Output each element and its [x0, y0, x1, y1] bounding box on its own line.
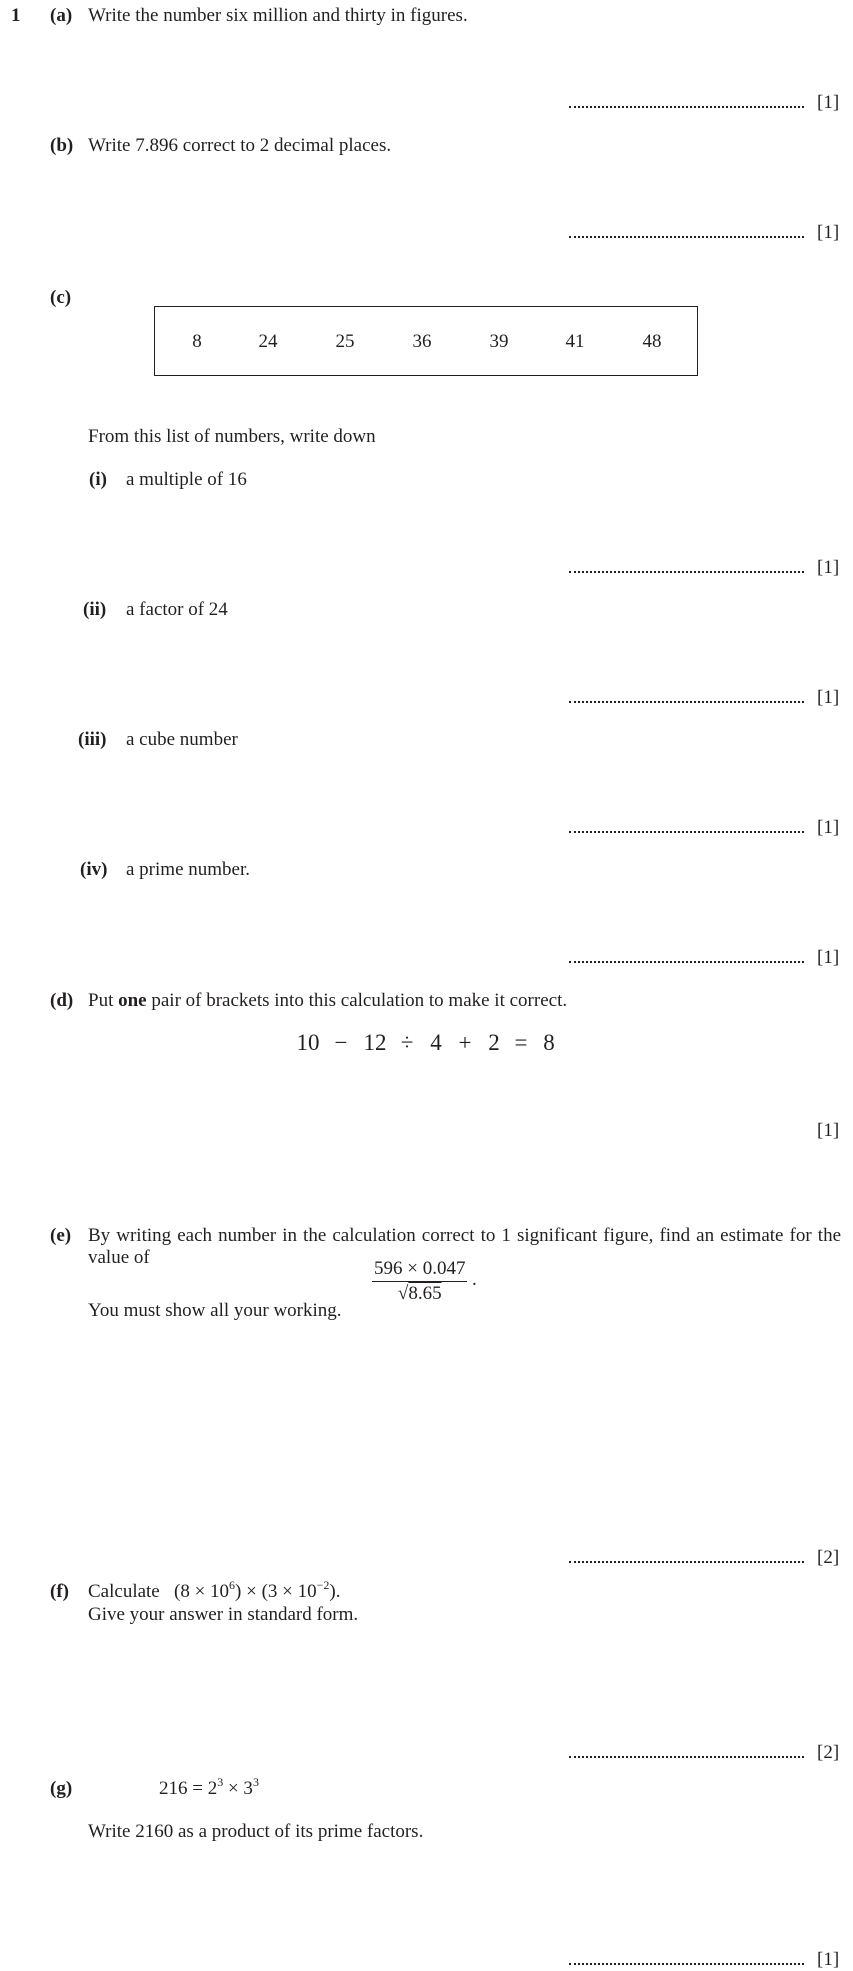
part-e-text-line2: value of: [88, 1247, 150, 1268]
answer-line-c-i[interactable]: [569, 571, 804, 573]
list-number: 24: [258, 331, 278, 352]
part-a-marks: [1]: [817, 92, 840, 113]
part-c-iii-text: a cube number: [126, 729, 238, 750]
fraction-denominator: √8.65: [397, 1283, 442, 1304]
calc-token: 12: [363, 1030, 387, 1055]
calc-token: ÷: [400, 1030, 414, 1055]
answer-line-f[interactable]: [569, 1756, 804, 1758]
part-e-text-line1: By writing each number in the calculation correct to 1 significant figure, find an estimate for the: [88, 1225, 841, 1246]
part-a-text: Write the number six million and thirty in figures.: [88, 5, 468, 26]
answer-line-a[interactable]: [569, 106, 804, 108]
part-g-marks: [1]: [817, 1949, 840, 1970]
answer-line-g[interactable]: [569, 1963, 804, 1965]
part-b-marks: [1]: [817, 222, 840, 243]
answer-line-c-iv[interactable]: [569, 961, 804, 963]
answer-line-e[interactable]: [569, 1561, 804, 1563]
part-c-ii-text: a factor of 24: [126, 599, 228, 620]
answer-line-b[interactable]: [569, 236, 804, 238]
calc-token: =: [514, 1030, 528, 1055]
part-b-label: (b): [50, 135, 74, 156]
part-g-label: (g): [50, 1778, 73, 1799]
part-g-equation: $216 = 2^3 \times 3^3$: [159, 1775, 259, 1799]
part-e-working-note: You must show all your working.: [88, 1300, 342, 1321]
part-f-marks: [2]: [817, 1742, 840, 1763]
list-number: 48: [642, 331, 662, 352]
part-f-calc: Calculate $(8 \times 10^6) \times (3 \times 10^{-2})$.: [88, 1578, 341, 1602]
part-c-iv-marks: [1]: [817, 947, 840, 968]
list-number: 41: [565, 331, 585, 352]
part-d-text: Put one pair of brackets into this calculation to make it correct.: [88, 990, 568, 1011]
list-number: 8: [192, 331, 202, 352]
calc-token: −: [334, 1030, 348, 1055]
part-a-label: (a): [50, 5, 73, 26]
calc-token: 8: [543, 1030, 555, 1055]
fraction-numerator: 596 × 0.047: [372, 1259, 467, 1282]
answer-line-c-ii[interactable]: [569, 701, 804, 703]
estimate-fraction: [372, 1259, 467, 1303]
calc-token: 10: [296, 1030, 320, 1055]
part-g-text: Write 2160 as a product of its prime factors.: [88, 1821, 424, 1842]
list-number: 39: [489, 331, 509, 352]
calc-token: 2: [488, 1030, 500, 1055]
list-number: 36: [412, 331, 432, 352]
part-c-iv-text: a prime number.: [126, 859, 250, 880]
part-f-text: Give your answer in standard form.: [88, 1604, 359, 1625]
part-d-label: (d): [50, 990, 74, 1011]
part-c-ii-marks: [1]: [817, 687, 840, 708]
part-d-marks: [1]: [817, 1120, 840, 1141]
part-f-label: (f): [50, 1581, 69, 1602]
part-c-iii-label: (iii): [78, 729, 107, 750]
part-e-marks: [2]: [817, 1547, 840, 1568]
part-c-i-marks: [1]: [817, 557, 840, 578]
part-c-iv-label: (iv): [80, 859, 108, 880]
part-c-iii-marks: [1]: [817, 817, 840, 838]
answer-line-c-iii[interactable]: [569, 831, 804, 833]
number-list-box: [154, 306, 698, 376]
fraction-end: .: [472, 1269, 477, 1290]
part-b-text: Write 7.896 correct to 2 decimal places.: [88, 135, 392, 156]
calc-token: +: [458, 1030, 472, 1055]
question-number: 1: [11, 5, 21, 26]
part-c-i-label: (i): [89, 469, 107, 490]
part-c-ii-label: (ii): [83, 599, 107, 620]
part-e-label: (e): [50, 1225, 72, 1246]
list-number: 25: [335, 331, 355, 352]
part-c-label: (c): [50, 287, 72, 308]
part-c-i-text: a multiple of 16: [126, 469, 247, 490]
part-c-intro: From this list of numbers, write down: [88, 426, 376, 447]
calc-token: 4: [430, 1030, 442, 1055]
